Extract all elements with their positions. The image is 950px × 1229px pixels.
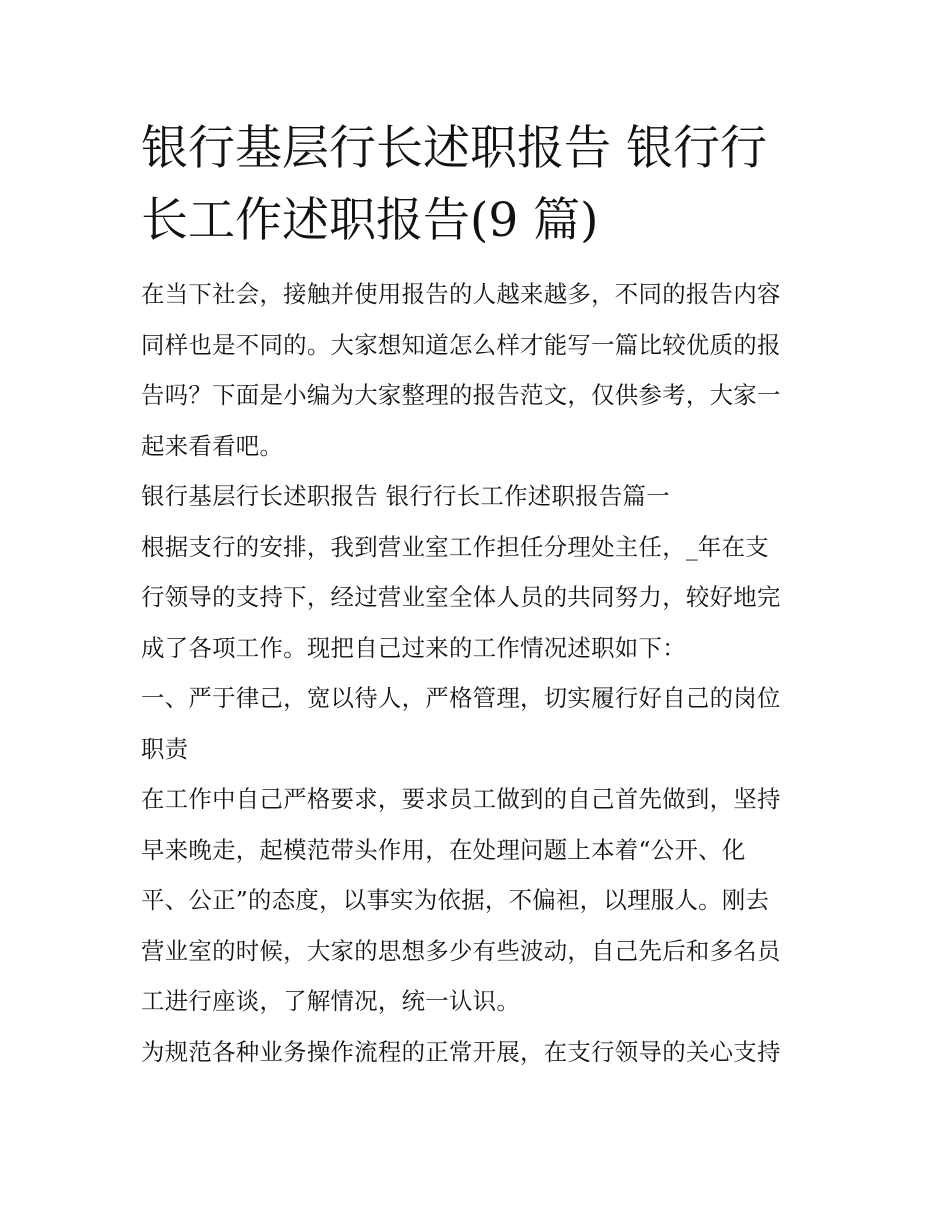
- text-line: 职责: [141, 734, 189, 763]
- text-line: 成了各项工作。现把自己过来的工作情况述职如下：: [141, 633, 686, 662]
- text-line: 在当下社会，接触并使用报告的人越来越多，不同的报告内容: [141, 280, 781, 308]
- document-content: [141, 113, 813, 1077]
- title-line: 长工作述职报告(9 篇): [141, 193, 599, 248]
- text-line: 工进行座谈，了解情况，统一认识。: [141, 987, 521, 1015]
- intro-paragraph: [141, 269, 813, 471]
- text-line: 平、公正”的态度，以事实为依据，不偏袒，以理服人。刚去: [141, 886, 770, 914]
- text-line: 为规范各种业务操作流程的正常开展，在支行领导的关心支持: [141, 1037, 781, 1066]
- body-paragraph-2: [141, 774, 813, 1027]
- body-paragraph-1: [141, 522, 813, 674]
- section-subheading-1: [141, 673, 813, 774]
- body-paragraph-3: [141, 1027, 813, 1078]
- title-line: 银行基层行长述职报告 银行行: [141, 121, 767, 176]
- text-line: 营业室的时候，大家的思想多少有些波动，自己先后和多名员: [141, 936, 781, 965]
- document-title: [141, 113, 813, 257]
- text-line: 一、严于律己，宽以待人，严格管理，切实履行好自己的岗位: [141, 684, 781, 712]
- text-line: 银行基层行长述职报告 银行行长工作述职报告篇一: [141, 482, 670, 510]
- text-line: 根据支行的安排，我到营业室工作担任分理处主任，_年在支: [141, 532, 769, 561]
- text-line: 告吗？下面是小编为大家整理的报告范文，仅供参考，大家一: [141, 381, 781, 409]
- section-heading: [141, 471, 813, 522]
- text-line: 起来看看吧。: [141, 431, 284, 460]
- text-line: 同样也是不同的。大家想知道怎么样才能写一篇比较优质的报: [141, 330, 781, 359]
- text-line: 早来晚走，起模范带头作用，在处理问题上本着“公开、化: [141, 835, 746, 864]
- text-line: 行领导的支持下，经过营业室全体人员的共同努力，较好地完: [141, 583, 781, 611]
- text-line: 在工作中自己严格要求，要求员工做到的自己首先做到，坚持: [141, 785, 781, 813]
